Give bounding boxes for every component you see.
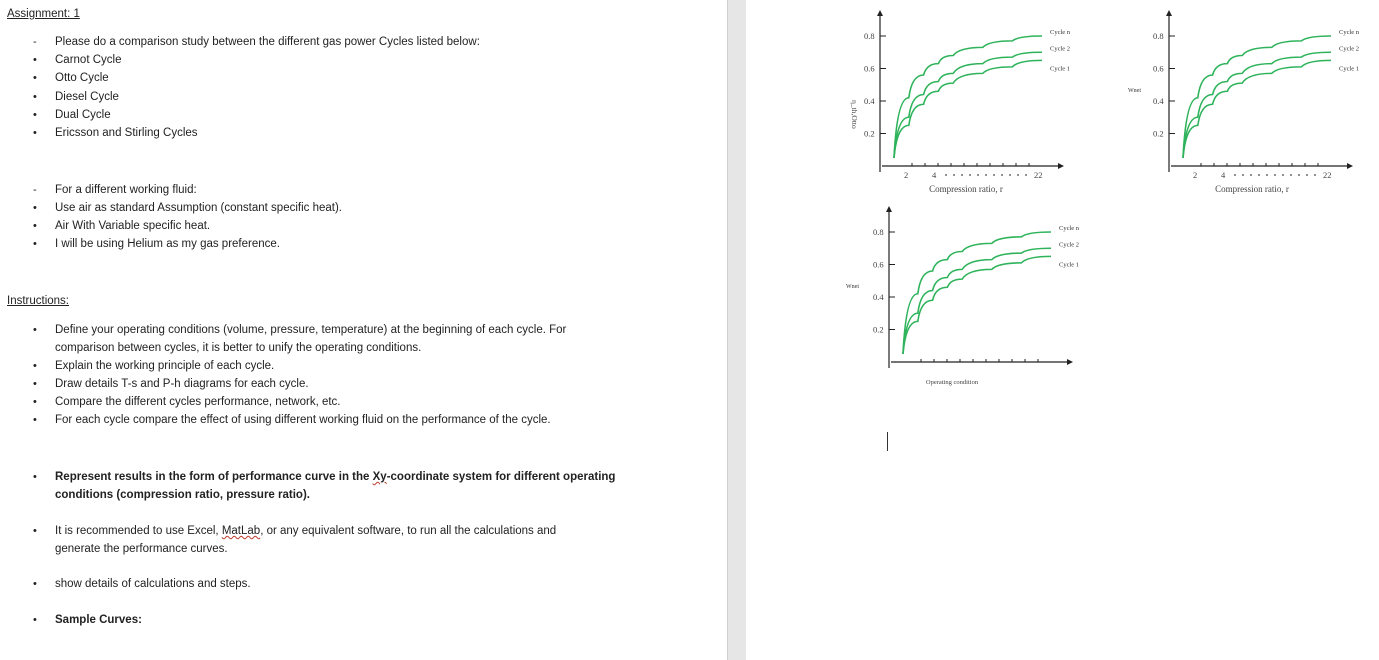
instruction-item: For each cycle compare the effect of using different working fluid on the performance of the cycle. — [55, 414, 551, 426]
assignment-heading: Assignment: 1 — [7, 8, 80, 20]
recommend-text-a: It is recommended to use Excel, — [55, 525, 222, 537]
series-label: Cycle n — [1050, 29, 1071, 36]
page-gutter — [727, 0, 747, 660]
represent-line-continued: conditions (compression ratio, pressure ratio). — [55, 489, 310, 501]
cycle-item: Dual Cycle — [55, 109, 111, 121]
x-axis-label: Compression ratio, r — [1215, 184, 1289, 194]
instruction-item-continued: comparison between cycles, it is better to unify the operating conditions. — [55, 342, 422, 354]
bullet-marker: • — [33, 578, 37, 590]
series-label: Cycle 2 — [1050, 45, 1071, 53]
instructions-heading: Instructions: — [7, 295, 69, 307]
fluid-intro: For a different working fluid: — [55, 184, 197, 196]
series-label: Cycle 2 — [1339, 45, 1360, 53]
x-axis-label: Operating condition — [925, 379, 979, 386]
bullet-marker: • — [33, 360, 37, 372]
instruction-item: Explain the working principle of each cycle. — [55, 360, 275, 372]
bullet-marker: • — [33, 324, 37, 336]
x-tick-label: 2 — [1193, 170, 1198, 180]
y-tick-label: 0.4 — [873, 292, 884, 302]
dash-marker: - — [33, 36, 37, 48]
cycle-item: Ericsson and Stirling Cycles — [55, 127, 198, 139]
recommend-line — [55, 524, 556, 538]
bullet-marker: • — [33, 525, 37, 537]
series-label: Cycle 1 — [1050, 65, 1071, 73]
bullet-marker: • — [33, 91, 37, 103]
series-label: Cycle 2 — [1059, 241, 1080, 249]
x-tick-label: 4 — [932, 170, 937, 180]
series-label: Cycle n — [1339, 29, 1360, 36]
spellcheck-word[interactable]: MatLab — [221, 525, 261, 537]
bullet-marker: • — [33, 396, 37, 408]
fluid-item: I will be using Helium as my gas preference. — [55, 238, 280, 250]
y-tick-label: 0.4 — [1153, 96, 1164, 106]
series-label: Cycle n — [1059, 225, 1080, 232]
series-label: Cycle 1 — [1059, 261, 1080, 269]
dash-marker: - — [33, 184, 37, 196]
x-axis-label: Compression ratio, r — [929, 184, 1003, 194]
instruction-item: Define your operating conditions (volume, pressure, temperature) at the beginning of each cycle. For — [55, 324, 567, 336]
x-tick-label: 22 — [1323, 170, 1332, 180]
text-cursor — [887, 432, 888, 451]
y-tick-label: 0.2 — [864, 128, 875, 139]
y-tick-label: 0.8 — [864, 31, 875, 41]
y-axis-label: Wnet — [1128, 88, 1141, 94]
bullet-marker: • — [33, 378, 37, 390]
y-tick-label: 0.8 — [873, 227, 884, 237]
bullet-marker: • — [33, 54, 37, 66]
x-tick-label: 4 — [1221, 170, 1226, 180]
bullet-marker: • — [33, 471, 37, 483]
bullet-marker: • — [33, 109, 37, 121]
y-axis-label: η_th,Otto — [850, 100, 859, 129]
y-tick-label: 0.6 — [873, 259, 884, 270]
y-tick-label: 0.6 — [864, 63, 875, 74]
bullet-marker: • — [33, 127, 37, 139]
cycle-item: Otto Cycle — [55, 72, 109, 84]
y-tick-label: 0.6 — [1153, 63, 1164, 74]
recommend-line-continued: generate the performance curves. — [55, 543, 228, 555]
fluid-item: Air With Variable specific heat. — [55, 220, 211, 232]
bullet-marker: • — [33, 220, 37, 232]
series-label: Cycle 1 — [1339, 65, 1360, 73]
y-tick-label: 0.8 — [1153, 31, 1164, 41]
document-page-right[interactable] — [746, 0, 1379, 660]
show-details-item: show details of calculations and steps. — [55, 578, 251, 590]
instruction-item: Draw details T-s and P-h diagrams for each cycle. — [55, 378, 309, 390]
represent-text-c: -coordinate system for different operating — [386, 471, 616, 483]
bullet-marker: • — [33, 414, 37, 426]
cycle-item: Carnot Cycle — [55, 54, 122, 66]
bullet-marker: • — [33, 72, 37, 84]
represent-text-a: Represent results in the form of performance curve in the — [55, 471, 373, 483]
represent-line — [55, 470, 615, 484]
bullet-marker: • — [33, 238, 37, 250]
fluid-item: Use air as standard Assumption (constant specific heat). — [55, 202, 343, 214]
sample-curves-label: Sample Curves: — [55, 614, 142, 626]
recommend-text-c: , or any equivalent software, to run all the calculations and — [260, 525, 557, 537]
y-tick-label: 0.2 — [873, 324, 884, 335]
instruction-item: Compare the different cycles performance, network, etc. — [55, 396, 341, 408]
cycle-item: Diesel Cycle — [55, 91, 119, 103]
spellcheck-word[interactable]: Xy — [372, 471, 387, 483]
x-tick-label: 2 — [904, 170, 909, 180]
y-tick-label: 0.4 — [864, 96, 875, 106]
y-axis-label: Wnet — [846, 284, 859, 290]
cycles-intro: Please do a comparison study between the different gas power Cycles listed below: — [55, 36, 480, 48]
bullet-marker: • — [33, 202, 37, 214]
x-tick-label: 22 — [1034, 170, 1043, 180]
bullet-marker: • — [33, 614, 37, 626]
y-tick-label: 0.2 — [1153, 128, 1164, 139]
